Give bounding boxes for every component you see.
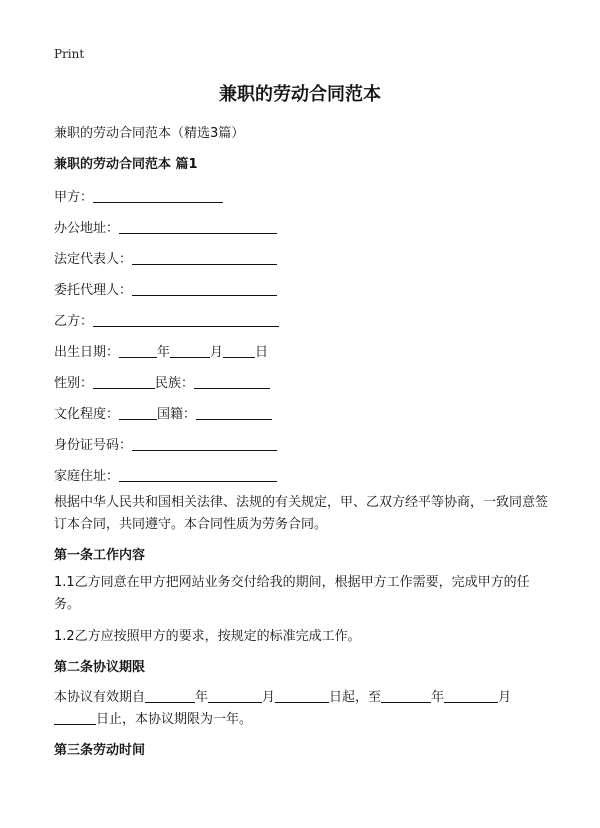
- agent-row: [54, 279, 277, 298]
- article2-text-a: 本协议有效期自: [54, 690, 146, 705]
- start-year-blank[interactable]: [145, 689, 195, 703]
- start-month-label: 月: [262, 690, 276, 705]
- print-label[interactable]: Print: [54, 47, 85, 61]
- start-day-blank[interactable]: [275, 689, 329, 703]
- birth-month-label: 月: [210, 345, 224, 360]
- office-address-label: 办公地址：: [54, 221, 120, 236]
- article2-end: 日止，本协议期限为一年。: [96, 712, 253, 727]
- education-row: [54, 403, 272, 422]
- section-title: 兼职的劳动合同范本 篇1: [54, 157, 198, 172]
- birth-day-label: 日: [255, 345, 269, 360]
- birth-month-blank[interactable]: [170, 344, 210, 358]
- birth-date-label: 出生日期：: [54, 345, 120, 360]
- party-a-blank[interactable]: [93, 189, 223, 203]
- end-month-blank[interactable]: [444, 689, 498, 703]
- ethnicity-label: 民族：: [155, 376, 195, 391]
- legal-rep-label: 法定代表人：: [54, 252, 133, 267]
- agent-label: 委托代理人：: [54, 283, 133, 298]
- ethnicity-blank[interactable]: [194, 375, 270, 389]
- birth-day-blank[interactable]: [223, 344, 255, 358]
- end-year-label: 年: [431, 690, 445, 705]
- article2-row2: [54, 708, 252, 727]
- legal-rep-row: [54, 248, 277, 267]
- office-address-row: [54, 217, 277, 236]
- education-label: 文化程度：: [54, 407, 120, 422]
- article2-from: 日起，至: [329, 690, 382, 705]
- birth-year-label: 年: [157, 345, 171, 360]
- article1-p1: 1.1乙方同意在甲方把网站业务交付给我的期间，根据甲方工作需要，完成甲方的任务。: [54, 575, 530, 612]
- party-b-label: 乙方：: [54, 314, 94, 329]
- article3-title: 第三条劳动时间: [54, 743, 146, 758]
- end-day-blank[interactable]: [54, 711, 96, 725]
- education-blank[interactable]: [119, 406, 157, 420]
- office-address-blank[interactable]: [119, 220, 277, 234]
- article1-p2: 1.2乙方应按照甲方的要求，按规定的标准完成工作。: [54, 629, 361, 644]
- gender-row: [54, 372, 270, 391]
- article1-title: 第一条工作内容: [54, 548, 146, 563]
- gender-blank[interactable]: [93, 375, 155, 389]
- party-a-row: [54, 186, 223, 205]
- start-month-blank[interactable]: [208, 689, 262, 703]
- gender-label: 性别：: [54, 376, 94, 391]
- start-year-label: 年: [195, 690, 209, 705]
- article2-title: 第二条协议期限: [54, 660, 146, 675]
- birth-year-blank[interactable]: [119, 344, 157, 358]
- party-b-blank[interactable]: [93, 313, 279, 327]
- id-number-row: [54, 434, 277, 453]
- article2-row1: [54, 686, 511, 705]
- home-address-label: 家庭住址：: [54, 469, 120, 484]
- id-number-blank[interactable]: [132, 437, 277, 451]
- legal-rep-blank[interactable]: [132, 251, 277, 265]
- end-year-blank[interactable]: [381, 689, 431, 703]
- home-address-blank[interactable]: [119, 468, 277, 482]
- intro-paragraph: 根据中华人民共和国相关法律、法规的有关规定，甲、乙双方经平等协商，一致同意签订本合同，共同遵守。本合同性质为劳务合同。: [54, 495, 549, 532]
- agent-blank[interactable]: [132, 282, 277, 296]
- doc-subtitle: 兼职的劳动合同范本（精选3篇）: [54, 126, 245, 141]
- birth-date-row: [54, 341, 268, 360]
- page-title: 兼职的劳动合同范本: [219, 84, 381, 105]
- end-month-label: 月: [498, 690, 512, 705]
- home-address-row: [54, 465, 277, 484]
- nationality-blank[interactable]: [196, 406, 272, 420]
- id-number-label: 身份证号码：: [54, 438, 133, 453]
- party-a-label: 甲方：: [54, 190, 94, 205]
- party-b-row: [54, 310, 279, 329]
- nationality-label: 国籍：: [157, 407, 197, 422]
